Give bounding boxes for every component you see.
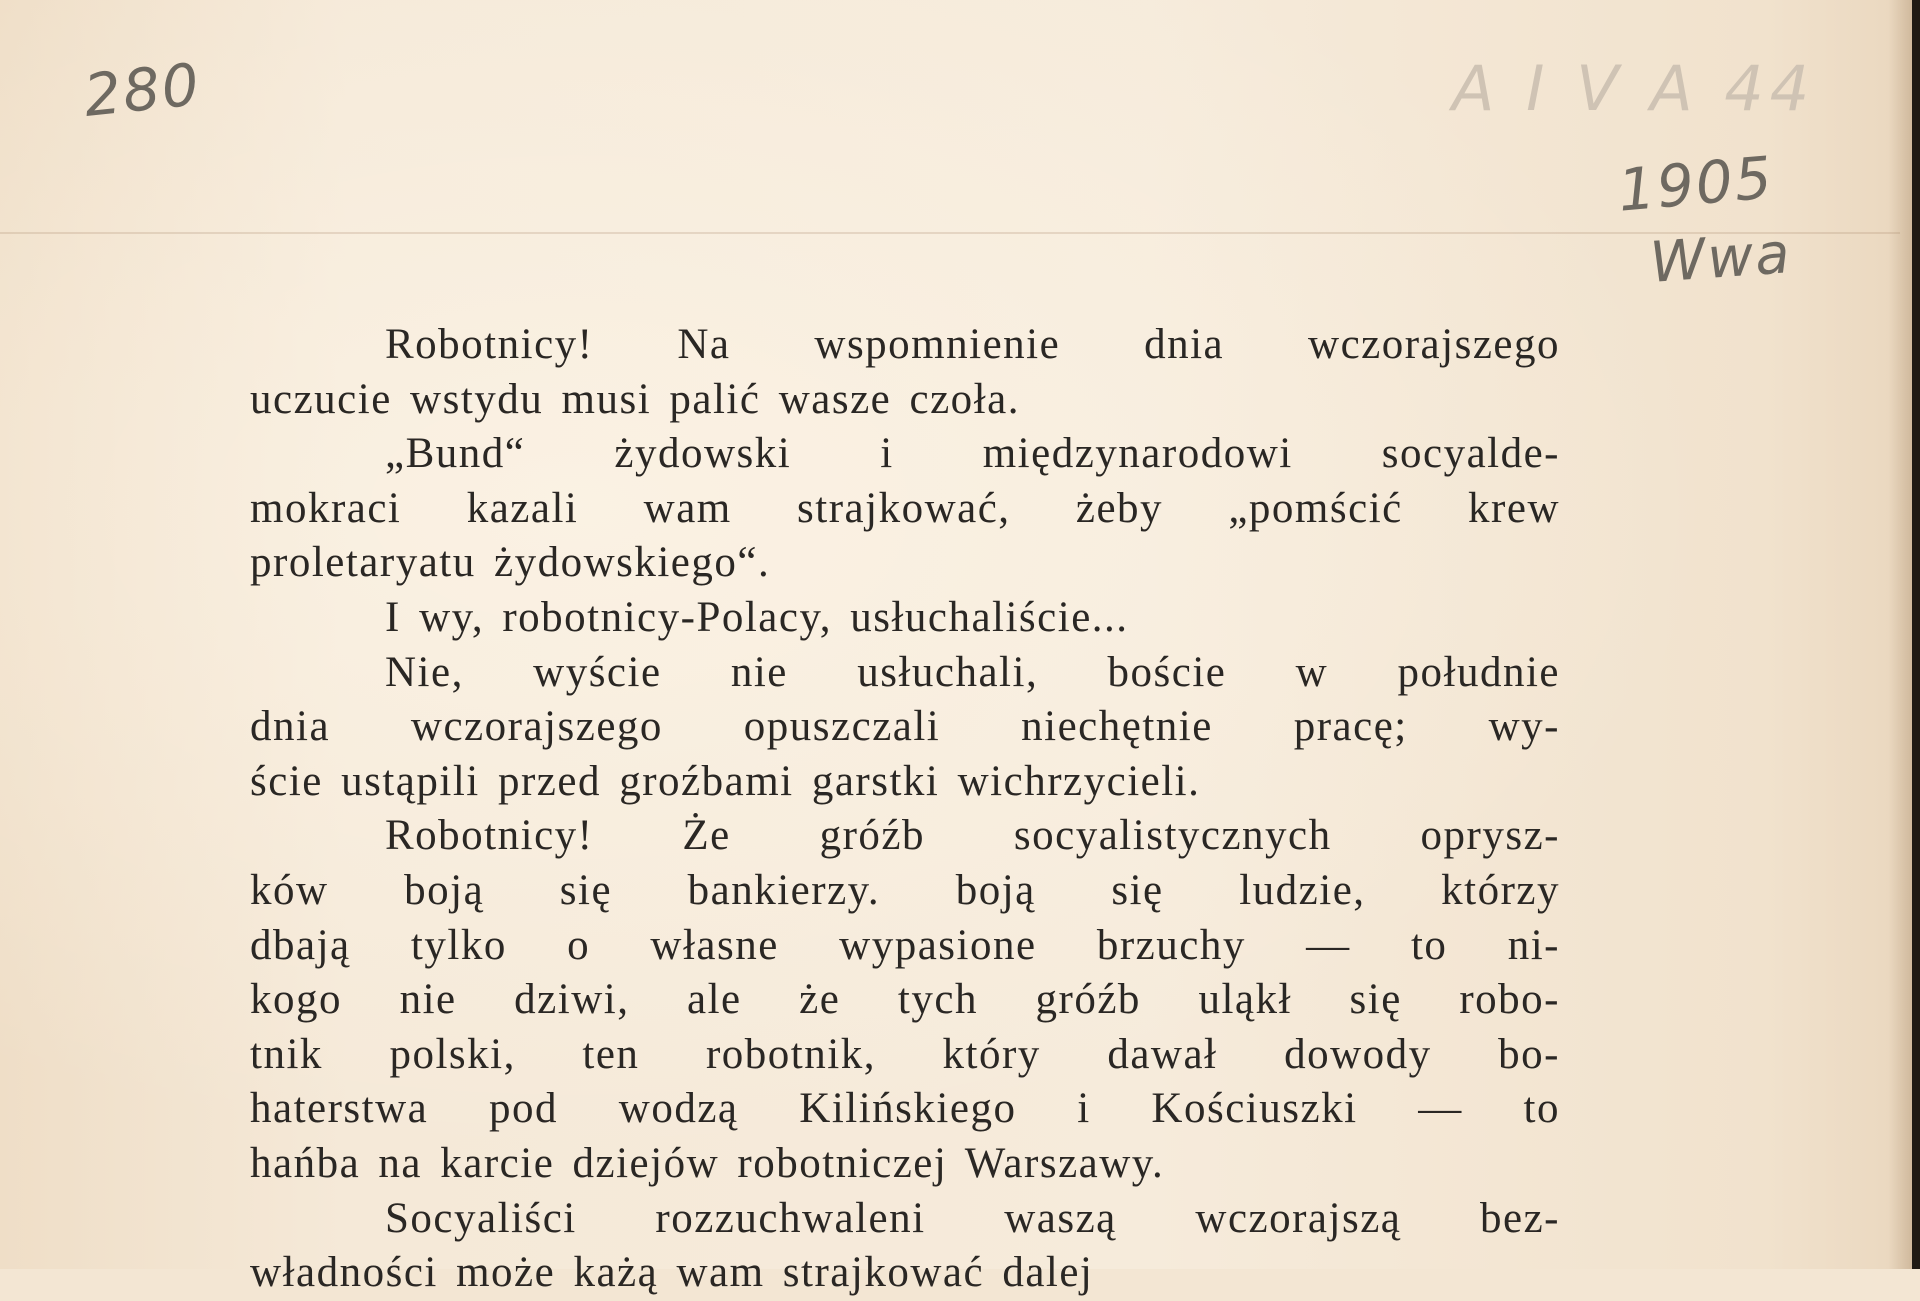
text-line: ście ustąpili przed groźbami garstki wichrzycieli. (250, 757, 1201, 805)
text-line: Robotnicy! Że gróźb socyalistycznych oprysz- (385, 812, 1560, 860)
text-line: mokraci kazali wam strajkować, żeby „pomścić krew (250, 484, 1560, 532)
scan-border (1912, 0, 1920, 1269)
page-fold-line (0, 232, 1900, 234)
handwritten-place: Wwa (1647, 221, 1794, 296)
page-edge-shadow (1888, 0, 1912, 1269)
text-line: I wy, robotnicy-Polacy, usłuchaliście... (385, 593, 1129, 641)
text-line: Socyaliści rozzuchwaleni waszą wczorajszą bez- (385, 1194, 1560, 1242)
text-line: dbają tylko o własne wypasione brzuchy — to ni- (250, 921, 1560, 969)
text-line: władności może każą wam strajkować dalej (250, 1249, 1094, 1297)
text-line: tnik polski, ten robotnik, który dawał dowody bo- (250, 1030, 1560, 1078)
text-line: uczucie wstydu musi palić wasze czoła. (250, 375, 1020, 423)
text-line: Robotnicy! Na wspomnienie dnia wczorajszego (385, 321, 1560, 368)
handwritten-page-number: 280 (80, 50, 204, 130)
archive-signature: A I V A 44 (1452, 52, 1816, 125)
text-line: hańba na karcie dziejów robotniczej Warszawy. (250, 1139, 1165, 1187)
text-line: kogo nie dziwi, ale że tych gróźb uląkł się robo- (250, 976, 1560, 1024)
text-line: proletaryatu żydowskiego“. (250, 539, 771, 587)
text-line: Nie, wyście nie usłuchali, boście w południe (385, 648, 1560, 696)
text-line: „Bund“ żydowski i międzynarodowi socyalde- (385, 430, 1560, 478)
text-line: haterstwa pod wodzą Kilińskiego i Kościuszki — to (250, 1085, 1560, 1133)
text-line: ków boją się bankierzy. boją się ludzie, którzy (250, 866, 1560, 914)
handwritten-year: 1905 (1615, 143, 1777, 225)
leaflet-body-text (250, 318, 1560, 1301)
text-line: dnia wczorajszego opuszczali niechętnie pracę; wy- (250, 703, 1560, 751)
